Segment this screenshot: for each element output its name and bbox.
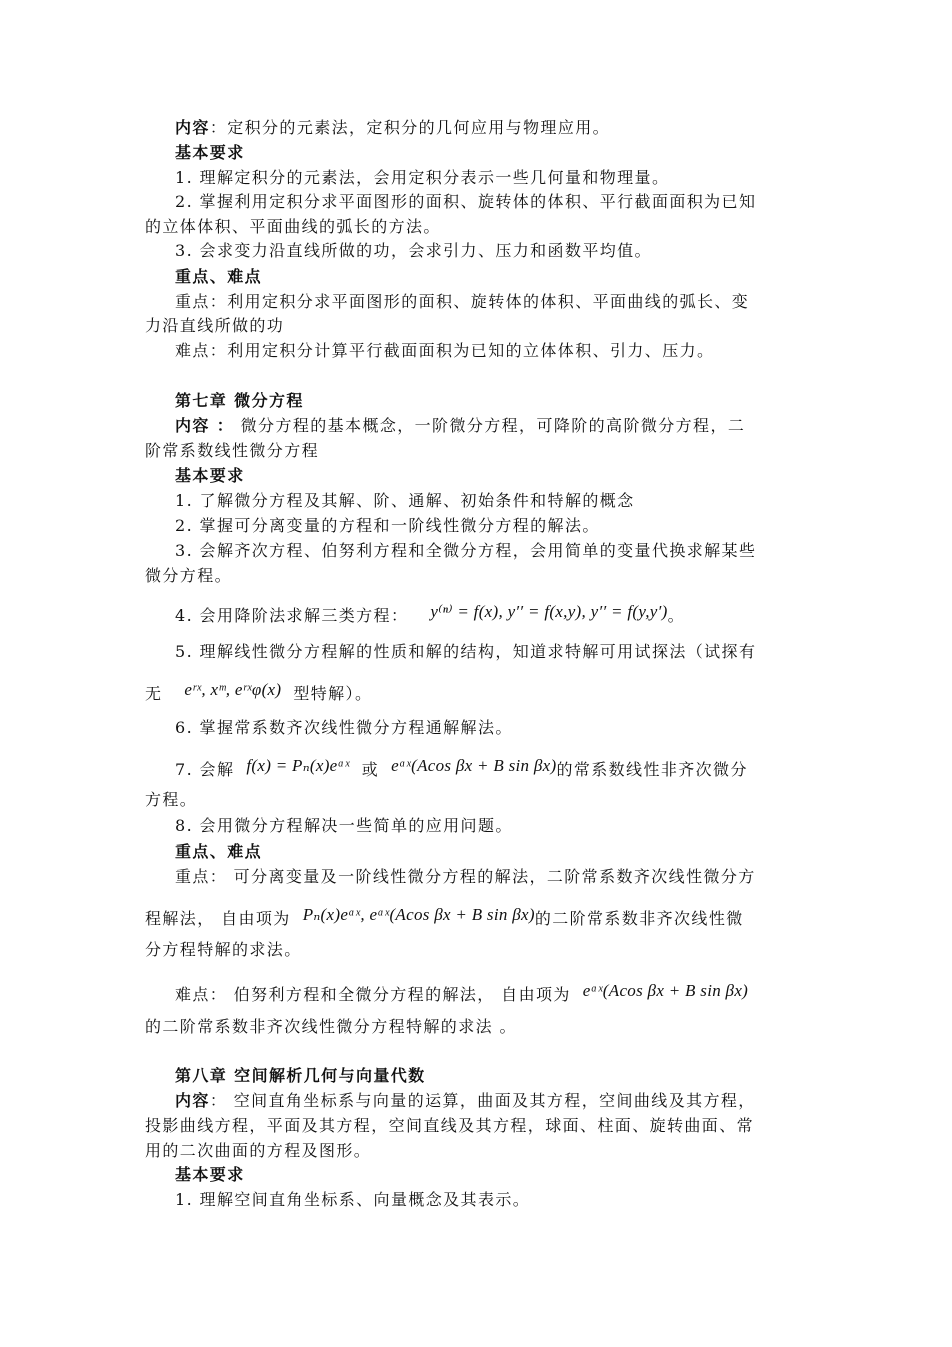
ch6-difficulties: 难点：利用定积分计算平行截面面积为已知的立体体积、引力、压力。 <box>175 341 715 360</box>
ch8-content-label: 内容 <box>175 1091 210 1110</box>
ch6-key-points-heading: 重点、难点 <box>175 267 263 286</box>
ch7-content-line-1 <box>175 416 745 436</box>
ch7-requirement-7-formula-2: eᵅˣ(Acos βx + B sin βx) <box>391 756 557 775</box>
ch7-requirement-5-line-2 <box>145 680 373 704</box>
ch6-requirement-2-line-1: 2. 掌握利用定积分求平面图形的面积、旋转体的体积、平行截面面积为已知 <box>175 192 757 211</box>
ch7-content-text: 微分方程的基本概念，一阶微分方程，可降阶的高阶微分方程，二 <box>234 416 746 435</box>
ch7-requirement-5-formula: eʳˣ, xᵐ, eʳˣφ(x) <box>184 680 282 699</box>
ch6-requirements-heading: 基本要求 <box>175 143 245 162</box>
ch7-requirement-7-line-1 <box>175 756 748 780</box>
ch7-requirement-8: 8. 会用微分方程解决一些简单的应用问题。 <box>175 816 513 835</box>
ch7-requirement-7-formula-1: f(x) = Pₙ(x)eᵅˣ <box>246 756 350 775</box>
ch8-content-line-2: 投影曲线方程，平面及其方程，空间直线及其方程，球面、柱面、旋转曲面、常 <box>145 1116 755 1135</box>
ch7-requirement-7-or: 或 <box>361 760 380 779</box>
ch7-key-points-line-1: 重点： 可分离变量及一阶线性微分方程的解法，二阶常系数齐次线性微分方 <box>175 867 756 886</box>
ch7-difficulties-prefix: 难点： 伯努利方程和全微分方程的解法， 自由项为 <box>175 985 571 1004</box>
ch8-content-line-3: 用的二次曲面的方程及图形。 <box>145 1141 372 1160</box>
ch8-title: 第八章 空间解析几何与向量代数 <box>175 1066 426 1085</box>
ch8-requirement-1: 1. 理解空间直角坐标系、向量概念及其表示。 <box>175 1190 531 1209</box>
ch6-requirement-1: 1. 理解定积分的元素法，会用定积分表示一些几何量和物理量。 <box>175 168 670 187</box>
ch7-title: 第七章 微分方程 <box>175 391 304 410</box>
ch7-requirement-4-formula: y⁽ⁿ⁾ = f(x), y′′ = f(x,y), y′′ = f(y,y′) <box>430 602 668 621</box>
ch7-difficulties-line-1 <box>175 981 749 1005</box>
ch7-key-points-line-3: 分方程特解的求法。 <box>145 940 302 959</box>
ch8-content-line-1 <box>175 1091 756 1111</box>
ch7-content-label: 内容 ： <box>175 416 235 435</box>
ch7-requirement-7-prefix: 7. 会解 <box>175 760 235 779</box>
ch6-content-text: ：定积分的元素法，定积分的几何应用与物理应用。 <box>209 118 611 137</box>
ch8-content-text: ： 空间直角坐标系与向量的运算，曲面及其方程，空间曲线及其方程， <box>209 1091 756 1110</box>
ch7-requirement-4-end: 。 <box>667 606 686 625</box>
ch7-requirement-1: 1. 了解微分方程及其解、阶、通解、初始条件和特解的概念 <box>175 491 635 510</box>
ch7-requirement-7-suffix: 的常系数线性非齐次微分 <box>556 760 748 779</box>
ch7-requirement-2: 2. 掌握可分离变量的方程和一阶线性微分方程的解法。 <box>175 516 600 535</box>
ch6-content-line <box>175 118 610 138</box>
ch7-requirement-4-text: 4. 会用降阶法求解三类方程： <box>175 606 409 625</box>
ch7-difficulties-line-2: 的二阶常系数非齐次线性微分方程特解的求法 。 <box>145 1017 517 1036</box>
ch7-requirement-4 <box>175 602 686 626</box>
ch7-key-points-line-2 <box>145 905 744 929</box>
ch7-key-points-suffix: 的二阶常系数非齐次线性微 <box>534 909 744 928</box>
ch8-requirements-heading: 基本要求 <box>175 1165 245 1184</box>
ch7-requirement-6: 6. 掌握常系数齐次线性微分方程通解解法。 <box>175 718 513 737</box>
ch7-difficulties-formula: eᵅˣ(Acos βx + B sin βx) <box>582 981 749 1000</box>
ch7-key-points-heading: 重点、难点 <box>175 842 263 861</box>
ch6-content-label: 内容 <box>175 118 210 137</box>
ch7-requirement-5-line-1: 5. 理解线性微分方程解的性质和解的结构，知道求特解可用试探法（试探有 <box>175 642 757 661</box>
ch7-key-points-prefix: 程解法， 自由项为 <box>145 909 291 928</box>
ch7-content-line-2: 阶常系数线性微分方程 <box>145 441 320 460</box>
ch7-key-points-formula: Pₙ(x)eᵅˣ, eᵅˣ(Acos βx + B sin βx) <box>302 905 535 924</box>
ch7-requirement-3-line-1: 3. 会解齐次方程、伯努利方程和全微分方程，会用简单的变量代换求解某些 <box>175 541 757 560</box>
ch7-requirement-7-line-2: 方程。 <box>145 790 198 809</box>
ch7-requirement-3-line-2: 微分方程。 <box>145 566 233 585</box>
ch6-key-points-line-2: 力沿直线所做的功 <box>145 316 285 335</box>
ch6-requirement-2-line-2: 的立体体积、平面曲线的弧长的方法。 <box>145 217 441 236</box>
ch7-requirement-5-prefix: 无 <box>145 684 163 703</box>
ch6-key-points-line-1: 重点：利用定积分求平面图形的面积、旋转体的体积、平面曲线的弧长、变 <box>175 292 750 311</box>
ch6-requirement-3: 3. 会求变力沿直线所做的功，会求引力、压力和函数平均值。 <box>175 241 652 260</box>
ch7-requirement-5-suffix: 型特解）。 <box>293 684 373 703</box>
ch7-requirements-heading: 基本要求 <box>175 466 245 485</box>
